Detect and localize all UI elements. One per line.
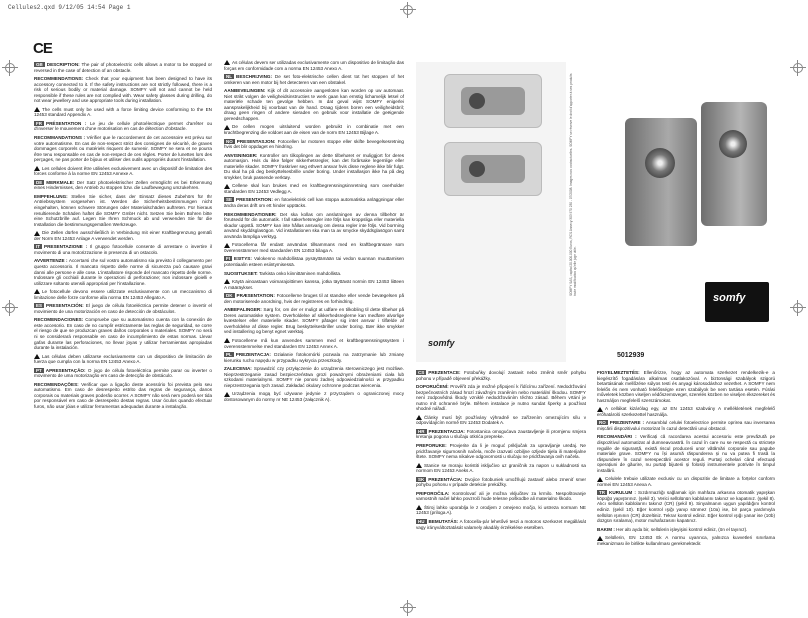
- section-heading: BAKIM :: [597, 526, 617, 532]
- section-heading: RECOMANDĂRI :: [597, 434, 640, 440]
- section-body: Dvojice fotobuniek umožňujú zastaviť alebo zmeniť smer pohybu pohonu v prípade detekcie prekážky.: [416, 476, 587, 488]
- text-section: [224, 352, 404, 363]
- lens-icon: [469, 93, 485, 109]
- warning-icon: [224, 243, 230, 248]
- section-body: Fotocellerna får endast användas tillsammans med en kraftbegränsare som överensstämmer med standarden EN 12453 bilaga A.: [224, 242, 404, 253]
- text-section: [597, 420, 775, 431]
- text-column-3: [416, 370, 586, 612]
- sensor-housing-bottom: [444, 142, 542, 196]
- section-body: Sızdırmazlığı sağlamak için mahfaza arkasına otomatik yapışkan köpüğü yapıştırınız. (şekil 3). Verici sellülünün kablolarını takınız ve kapatınız. (şekil 8). Alıcı sellülün kablolarını takınız (CR) (şekil 9). Sinyalmanın uygun yapıldığını kontrol ediniz. (şekil 10). Eğer kontrol ışığı yanıp sönmez (10a) ise, bir parça yardımıyla sellülün ışınının (CR) düzeltiniz. Tekrar kontrol ediniz. Eğer kontrol ışığı yanar ise (10b) düzgün sıralama), motor muhafazasını kapatınız.: [597, 490, 775, 524]
- section-heading: ANVISNINGER:: [224, 152, 260, 158]
- text-section: [224, 212, 404, 240]
- photocell-left: [625, 118, 697, 246]
- text-column-4: [597, 370, 775, 612]
- text-section: [34, 368, 212, 379]
- text-column-1: [34, 62, 212, 612]
- crop-mark-right-mid: [790, 300, 806, 316]
- section-heading: APRESENTAÇÃO:: [45, 367, 88, 373]
- text-section: [224, 88, 404, 121]
- crop-mark-left-mid: [2, 300, 18, 316]
- text-section: [416, 384, 586, 412]
- section-body: A cellákat kizárólag egy, az EN 12453 szabvány A mellékletének megfelelő erőhatároló szerkezettel használja.: [597, 406, 775, 417]
- section-body: Il gruppo fotocellule consente di arrestare o invertire il movimento di una motorizzazione in presenza di un ostacolo.: [34, 244, 212, 255]
- warning-icon: [34, 289, 40, 294]
- text-section: [416, 443, 586, 460]
- section-body: Stellen Sie sicher, dass der Einsatz dieses Zubehörs für Ihr Antriebssystem vorgesehen ist. Werden die Sicherheitsbestimmungen nicht eingehalten, können schwere Störungen oder Materialschäden auftreten. Für hieraus resultierende Schäden haftet die SOMFY GmbH nicht. Setzen Sie beim Bohren bitte eine Schutzbrille auf. Legen Sie Ihren Schmuck ab und verwenden Sie für die Installation die bestimmungsgemäßen Werkzeuge.: [34, 193, 213, 227]
- section-body: The cells must only be used with a force limiting device conforming to the EN 12453 standard Appendix A.: [34, 106, 212, 118]
- language-tag: HU: [418, 519, 425, 525]
- section-heading: PREZENTACIJA:: [428, 428, 467, 434]
- text-section: [34, 354, 212, 365]
- text-section: [597, 476, 775, 487]
- text-section: [224, 279, 404, 290]
- text-section: [224, 139, 404, 150]
- section-body: Ansamblul celulei fotoelectrice permite oprirea sau inversarea mișcării dispozitivului motorizat în cazul detectării unui obstacol.: [597, 420, 775, 431]
- text-section: [224, 183, 404, 194]
- language-tag: NL: [226, 74, 232, 80]
- text-section: [224, 153, 404, 181]
- text-section: [416, 415, 586, 426]
- section-body: Valokenno mahdollistaa pysäyttämään tai vedon suunnan muuttamisen potentiaalin esteen esiintymisessä.: [224, 256, 404, 267]
- section-body: Provjerite da li je moguć priključak za upravljanje uređaj. Ne pridržavanje sigurnosnih načela, može izazvati ozbiljne ozljede tijela ili materijalne štete. SOMFY nema nikakve odgovornosti u slučaju ne pridržavanja ovih načela.: [416, 443, 586, 460]
- text-section: [224, 60, 404, 71]
- text-section: [416, 519, 586, 530]
- section-body: Sørg for, om der er muligt at udføre en tilkobling til dette tilbehør på Deres automatiske system. Overholdelse af sikkerhedsreglerne kan medføre alvorlige kvæstelser eller materielle skader. SOMFY påtager sig intet ansvar i tilfælde af overholdelse af disse regler. Brug beskyttelsesbriller under boring. Bær ikke smykker ved installering og benyt egnet værktøj.: [224, 307, 405, 335]
- section-heading: PREPORUKE:: [416, 443, 450, 449]
- language-tag: TR: [599, 490, 605, 496]
- section-body: Sprawdzić czy przyłączenie do urządzenia sterowniczego jest możliwe. Nieprzestrzeganie zasad bezpieczeństwa grozi poważnymi obrażeniami ciała lub szkodami materialnymi. SOMFY nie ponosi żadnej odpowiedzialności w przypadku nieprzestrzegania tych zasad. Zakładać okulary ochronne podczas wiercenia.: [224, 366, 405, 388]
- text-section: [224, 338, 404, 349]
- text-section: [34, 121, 212, 132]
- warning-icon: [416, 505, 422, 510]
- product-reference: 5012939: [617, 352, 645, 359]
- section-heading: RECOMENDACIONES:: [34, 317, 86, 323]
- product-photo-panel: [416, 62, 566, 362]
- photocell-right: [701, 102, 767, 226]
- section-body: Les cellules doivent être utilisées exclusivement avec un dispositif de limitation des forces conforme à la norme EN 12453 Annexe A.: [34, 165, 212, 177]
- section-body: Her altı ayda bir, sellülerin işleyişini kontrol ediniz, (ön el tayınız).: [616, 526, 748, 532]
- section-heading: REKOMMENDATIONER:: [224, 211, 280, 217]
- warning-icon: [416, 463, 422, 468]
- section-body: Działanie fotokomórki pozwala na zatrzymanie lub zmianę kierunku ruchu napędu w przypadku wykrycia przeszkody.: [224, 352, 404, 363]
- language-tag: SK: [418, 476, 425, 482]
- text-section: [34, 303, 212, 314]
- text-section: [597, 527, 775, 533]
- section-body: Tarkista onko kiinnittäminen mahdollista.: [258, 270, 342, 276]
- section-body: Det ska kollas om anslutningen av denna tillbehör är förutsedd för din automatik. I fall säkerhetsregler inte följs kan kroppsliga eller materiella skador uppstå. SOMFY kan inte hållas ansvarig om dessa regler inte följs. Vid borrning använd skyddsglasögon. Vid installationen ska man ta av smycke skyddsglasögon samt använda lämpliga verktyg.: [224, 211, 405, 239]
- section-body: Stanice se moraju koristiti isključivo uz graničnik za napon u sukladnosti sa normom EN 12453 Aneks A.: [416, 462, 586, 474]
- section-heading: EMPFEHLUNG:: [34, 193, 72, 199]
- section-body: Käytä ainoastaan voimarajoittimen kanssa, jotka täyttävät normin EN 12453 liitteen A määräykset.: [224, 279, 404, 290]
- text-column-2: [224, 60, 404, 612]
- language-tag: PL: [226, 352, 232, 358]
- section-heading: PREZENTÁCIA:: [428, 476, 465, 482]
- warning-icon: [597, 477, 603, 482]
- section-heading: RECOMMENDATIONS:: [34, 76, 86, 82]
- sensor-lens-panel-top: [461, 87, 525, 115]
- text-section: [34, 382, 212, 410]
- section-heading: MERKMALE:: [46, 179, 77, 185]
- section-body: Cellene skal kun brukes med en kraftbegrensningsinnretning som overholder standarden EN 12453 Vedlegg A.: [224, 183, 404, 194]
- text-section: [224, 242, 404, 253]
- section-body: Le jeu de cellule photoélectrique permet d'arrêter ou d'inverser le mouvement d'une motorisation en cas de détection d'obstacle.: [34, 120, 212, 132]
- text-section: [224, 366, 404, 388]
- somfy-logo-small: somfy: [428, 338, 455, 348]
- somfy-logo-box: somfy: [713, 292, 746, 304]
- section-body: Die Zellen dürfen ausschließlich in Verbindung mit einer Kraftbegrenzung gemäß der Norm EN 12453 Anlage A verwendet werden.: [34, 230, 212, 241]
- section-heading: BESCHRIJVING:: [236, 74, 275, 80]
- section-heading: PREZENTACE:: [428, 370, 464, 375]
- warning-icon: [34, 166, 40, 171]
- section-heading: PRÆSENTATION:: [236, 293, 277, 299]
- warning-icon: [597, 407, 603, 412]
- warning-icon: [224, 60, 230, 65]
- text-section: [224, 124, 404, 135]
- section-heading: AANBEVELINGEN:: [224, 88, 268, 94]
- section-body: Check that your equipment has been designed to have its accessory connected to it. If the safety instructions are not strictly followed, there is a risk of serious bodily or material damage. SOMFY will not and cannot be held responsible if these rules are not complied with. Wear safety glasses during drilling, do not wear jewellery and use appropriate tools during installation.: [34, 76, 212, 104]
- text-section: [416, 491, 586, 502]
- warning-icon: [224, 125, 230, 130]
- text-section: [597, 490, 775, 523]
- text-section: [416, 429, 586, 440]
- language-tag: IT: [36, 244, 40, 250]
- ce-mark: CE: [33, 40, 52, 57]
- language-tag: GB: [36, 62, 43, 67]
- text-section: [34, 230, 212, 241]
- sensor-housing-top: [444, 74, 542, 128]
- section-heading: PRIPOROČILA:: [416, 490, 453, 496]
- section-body: Urządzenia mogą być używane jedynie z przyrządem o ograniczonej mocy dostosowanym do normy nr NE 12453 (załącznik A).: [224, 391, 404, 402]
- section-heading: SUOSITUKSET:: [224, 270, 259, 276]
- text-section: [34, 289, 212, 300]
- section-heading: PREZENTARE :: [609, 420, 646, 426]
- section-body: El juego de célula fotoeléctrica permite detener o invertir el movimiento de una motorización en caso de detección de obstáculos.: [34, 303, 212, 314]
- section-heading: RECOMENDAÇÕES:: [34, 381, 82, 387]
- language-tag: RO: [599, 420, 606, 426]
- text-section: [34, 107, 212, 118]
- warning-icon: [224, 338, 230, 343]
- section-body: Štiroj lahko uporablja le z orodjem z omejeno močjo, ki ustreza normam NE 12453 (priloga A).: [416, 504, 586, 516]
- section-body: Selüllerin, EN 12453 Ek A normu uyarınca, yalnızca kuvvetleri sınırlama mekanizması ile birlikte kullanılması gerekmektedir.: [597, 535, 775, 546]
- text-section: [224, 256, 404, 267]
- section-heading: KURULUM :: [609, 490, 638, 496]
- text-section: [224, 293, 404, 304]
- section-body: Prověřit zda je možné připojení k řídícímu zařízení. Nedodržování bezpečnostních zásad hrozí závažným zraněním nebo materiální škodou. SOMFY není zodpovědná škody vzniklé nedodržováním těchto zásad. Během vrtání je nutno mít ochranné brýle. Během instalace je nutno sundat šperky a používat vhodné nářadí.: [416, 384, 586, 412]
- warning-icon: [224, 392, 230, 397]
- text-section: [224, 74, 404, 85]
- section-heading: FIGYELMEZTETÉS:: [597, 370, 644, 375]
- text-section: [34, 317, 212, 350]
- section-body: Články musí být používány výhradně se zařízením omezujícím sílu v odpovídajícím normě EN 12453 Dodatek A.: [416, 414, 586, 426]
- section-body: Kontroller om tilkoplingen av dette tilbehøret er muliggjort for deres automasjon. Hvis du ikke følger sikkerhetsregler, kan det forårsake legemlige eller materielle skader. SOMFY fraskriver seg ethvert ansvar hvis disse reglene ikke blir fulgt. Du skal ha på deg beskyttelsesbrille under boring. Under installasjon ikke ha på deg smykker, bruk passende verktøy.: [224, 152, 404, 180]
- text-section: [34, 244, 212, 255]
- language-tag: FR: [36, 120, 42, 126]
- section-body: Le fotocellule devono essere utilizzate esclusivamente con un meccanismo di limitazione delle forze conforme alla norma EN 12453 Allegato A.: [34, 289, 212, 300]
- section-body: Ellenőrizze, hogy az automata szerkezet rendelkezik-e a kiegészítő fogadására alkalmas csatlakozóval. A biztonsági szabályok szigorú betartásának mellőzése súlyos testi és anyagi károsodáshoz vezethet. A SOMFY nem felelős és nem vonható felelősségre ezen szabályok be nem tartása esetén. Fúrási műveletek közben viseljen védőszemüveget, szerelés közben ne viseljen ékszereket és használjon megfelelő szerszámokat.: [597, 370, 775, 403]
- crop-mark-left-top: [2, 60, 18, 76]
- warning-icon: [224, 279, 230, 284]
- text-section: [224, 197, 404, 208]
- section-body: The pair of photoelectric cells allows a motor to be stopped or reversed in the case of detection of an obstacle.: [34, 62, 212, 73]
- warning-icon: [597, 536, 603, 541]
- section-body: A fotocella-pár lehetővé teszi a motoros szerkezet megállását vagy irányváltoztatását valamely akadály érzékelése esetében.: [416, 519, 586, 530]
- text-section: [597, 434, 775, 473]
- language-tag: DK: [226, 293, 233, 299]
- text-section: [597, 535, 775, 546]
- section-body: Kijk of dit accessoire aangesloten kan worden op uw automaat. Niet strikt volgen de veiligheidsinstructies te werk gaan kan ernstig lichamelijk letsel of materiële schade ten gevolge hebben. In dat geval wijst SOMFY enigerlei aansprakelijkheid bij voorbaat van de hand. Draag tijdens boren een veiligheidsbril; draag geen ringen of andere sieraden en gebruik voor installatie de geëigende gereedschappen.: [224, 88, 404, 121]
- section-body: Accertarsi che sul vostro automatismo sia previsto il collegamento per questo accessorio. Il mancato rispetto delle norme di sicurezza può causare gravi danni alle persone e alle cose. L'installatore risponde del mancato rispetto delle norme. Indossare gli occhiali durante le operazioni di perforazione; non indossare gioielli e utilizzare soltanto utensili appropriati per l'installazione.: [34, 258, 212, 286]
- text-section: [34, 194, 212, 227]
- section-body: Fotobuňky dovolují zastavit nebo změnit směr pohybu pohonu v případě objevení překážky.: [416, 370, 586, 381]
- section-heading: PRESENTACIÓN:: [46, 303, 86, 309]
- section-heading: RECOMMANDATIONS :: [34, 135, 87, 141]
- section-body: Compruebe que su automatismo cuenta con la conexión de este accesorio. En caso de no cumplir estrictamente las reglas de seguridad, se corre el riesgo de que se produzcan graves daños corporales o materiales. SOMFY no será ni se considerará responsable en caso de incumplimiento de estas normas. Llevar gafas durante las perforaciones, no llevar joyas y utilizar herramientas apropiadas durante la instalación.: [34, 317, 212, 351]
- text-section: [416, 463, 586, 474]
- section-heading: ZALECENIA:: [224, 366, 254, 372]
- section-heading: DOPORUČENÍ:: [416, 384, 451, 390]
- section-body: O jogo de célula fotoeléctrica permite parar ou inverter o movimento de uma motorização em caso de detecção de obstáculo.: [34, 367, 212, 379]
- lens-icon: [469, 161, 485, 177]
- text-section: [224, 271, 404, 277]
- text-section: [597, 370, 775, 403]
- language-tag: PT: [36, 367, 42, 373]
- text-section: [416, 477, 586, 488]
- text-section: [34, 62, 212, 73]
- language-tag: CS: [418, 370, 425, 375]
- warning-icon: [416, 415, 422, 420]
- section-body: Fotocellen lar motoren stoppe eller skifte bevegelsesretning hvis det blir oppdaget en hindring.: [224, 138, 404, 150]
- section-body: Fotocellerne må kun anvendes sammen med et kraftbegrænsningssystem i overensstemmelse med standarden EN 12453 Annex A.: [224, 337, 404, 349]
- section-body: De set foto-elektrische cellen dient tot het stoppen of het omkeren van een motor bij het detecteren van een obstakel.: [224, 74, 404, 85]
- text-section: [34, 76, 212, 104]
- print-header: Cellules2.qxd 9/12/05 14:54 Page 1: [8, 4, 131, 11]
- lens-icon: [719, 130, 747, 158]
- section-heading: PREZENTACJA:: [235, 352, 275, 358]
- section-body: De cellen mogen uitsluitend worden gebruikt in combinatie met een krachtbegrenzing die voldoet aan de eisen van de norm EN 12453 Bijlage A.: [224, 124, 404, 136]
- section-body: As células devem ser utilizadas exclusivamente com um dispositivo de limitação das forças em conformidade com a norma EN 12453 Anexo A.: [224, 60, 404, 71]
- text-section: [416, 505, 586, 516]
- text-section: [34, 258, 212, 286]
- text-section: [597, 406, 775, 417]
- packaging-box: [705, 282, 769, 322]
- section-body: Kontrolovať ali je možna vključitev za krmilo. Nespoštovanje varnostnih načel lahko povzroči hude telesne poškodbe ali materialno škodo.: [416, 490, 586, 502]
- language-tag: NO: [226, 138, 233, 144]
- section-heading: AVVERTENZE :: [34, 258, 69, 264]
- section-body: Verificați că racordarea acestui accesoriu este prevăzută pe dispozitivul automatizat al dumneavoastră. În cazul în care nu se respectă cu strictețe regulile de siguranță, există riscul producerii unor vătămări corporale sau pagube materiale grave. SOMFY nu își asumă răspunderea și nu va putea fi trasă la răspundere în cazul nerespectării acestor reguli. Purtați ochelari când efectuați operațiuni de găurire, nu purtați bijuterii și folosiți instrumentele potrivite în timpul instalării.: [597, 434, 776, 473]
- product-box-photo: [597, 62, 775, 362]
- text-section: [224, 391, 404, 402]
- section-heading: PRÉSENTATION :: [46, 120, 90, 126]
- text-section: [416, 370, 586, 381]
- crop-mark-top-center: [400, 2, 416, 18]
- section-body: Vérifier que le raccordement de cet accessoire est prévu sur votre automatisme. En cas de non-respect strict des consignes de sécurité, de graves dommages corporels ou matériels risquent de survenir. SOMFY ne sera et ne pourra être tenu responsable en cas de non-respect de ces règles. Porter de lunettes lors des perçages, ne pas porter de bijoux et utiliser des outils appropriés durant l'installation.: [34, 135, 212, 163]
- text-section: [224, 307, 404, 335]
- warning-icon: [34, 107, 40, 112]
- section-body: Verificar que a ligação deste acessório foi prevista pelo seu automatismo. Em caso de desrespeito estrito das regras de segurança, danos corporais ou materiais graves poderão ocorrer. A SOMFY não será nem poderá ser tida por responsável em caso de desrespeito destas regras. Usar óculos quando efectuar furos, não usar jóias e utilizar ferramentas adequadas durante a instalação.: [34, 381, 212, 409]
- warning-icon: [34, 354, 40, 359]
- section-heading: PRESENTATION:: [236, 197, 275, 203]
- section-body: Der Satz photoelektrischer Zellen ermöglicht es bei Erkennung eines Hindernisses, den Antrieb zu stoppen bzw. die Laufbewegung umzukehren.: [34, 179, 212, 191]
- section-body: Fotocellerne bruges til at standse eller vende bevægelsen på den motoriserede anordning, hvis der registreres en forhindring.: [224, 293, 405, 304]
- language-tag: SE: [226, 197, 233, 203]
- section-heading: BEMUTATÁS:: [428, 519, 460, 525]
- language-tag: DE: [36, 179, 43, 185]
- language-tag: HR: [418, 428, 425, 434]
- sensor-lens-panel-bottom: [461, 155, 525, 183]
- warning-icon: [224, 184, 230, 189]
- lens-icon: [645, 148, 675, 178]
- section-body: Fotostanica omogućava zaustavljenje ili promjenu smjera kretanja pogona u slučaju otkrića prepreke.: [416, 428, 586, 440]
- text-section: [34, 135, 212, 163]
- language-tag: ES: [36, 303, 43, 309]
- section-body: Celulele trebuie utilizate exclusiv cu un dispozitiv de limitare a forțelor conform normei EN 12453 Anexa A.: [597, 476, 775, 487]
- section-heading: PRESENTAZIONE :: [44, 244, 91, 250]
- warning-icon: [34, 231, 40, 236]
- section-body: Las células deben utilizarse exclusivamente con un dispositivo de limitación de fuerza que cumpla con la norma EN 12453 Anexo A.: [34, 353, 212, 365]
- section-heading: ANBEFALINGER:: [224, 307, 264, 313]
- crop-mark-right-top: [790, 60, 806, 76]
- section-heading: ESITYS:: [234, 256, 255, 262]
- text-section: [34, 166, 212, 177]
- section-heading: PRESENTASJON:: [236, 138, 278, 144]
- legal-vertical-text: SOMFY SAS, capital 20.000.000 Euros, RCS Annecy 303 970 230 - 07/2008. Images non contractuelles. SOMFY se réserve le droit d'apporter à ses produits toute modification qu'elle juge utile.: [569, 73, 577, 296]
- section-body: en fotoelektrisk cell kan stoppa automatiska anläggningar eller ändra deras drift om ett hinder upptäcks.: [224, 197, 404, 209]
- language-tag: FI: [226, 256, 230, 262]
- section-heading: DESCRIPTION:: [46, 62, 82, 67]
- text-section: [34, 180, 212, 191]
